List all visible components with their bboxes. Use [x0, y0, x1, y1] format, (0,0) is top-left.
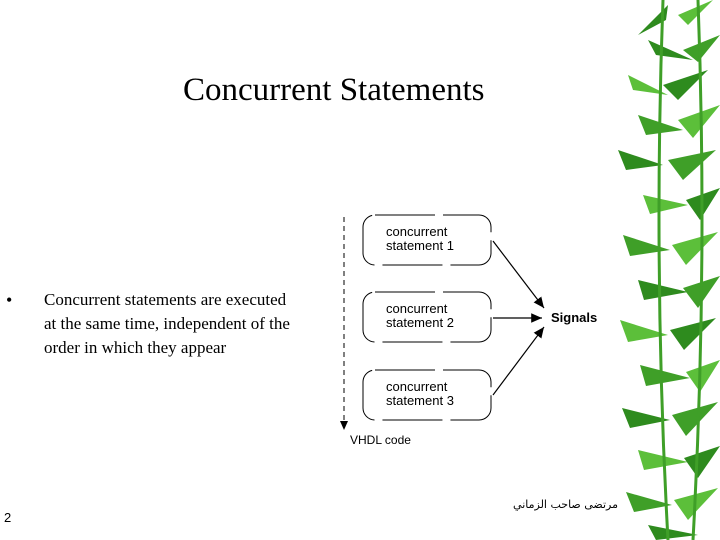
vhdl-code-label: VHDL code [350, 433, 411, 447]
author-footer: مرتضى صاحب الزماني [513, 498, 618, 511]
bullet-marker: • [6, 290, 13, 310]
statement-3-line1: concurrent [386, 379, 448, 394]
statement-3-line2: statement 3 [386, 393, 454, 408]
bamboo-decoration [608, 0, 720, 540]
statement-1-line1: concurrent [386, 224, 448, 239]
bullet-text: Concurrent statements are executed at the same time, independent of the order in which they appear [44, 290, 290, 357]
page-number: 2 [4, 510, 12, 525]
arrow-statement-3-to-signals [493, 327, 544, 395]
statement-2-line1: concurrent [386, 301, 448, 316]
statement-2-line2: statement 2 [386, 315, 454, 330]
arrow-statement-1-to-signals [493, 241, 544, 308]
statement-1-line2: statement 1 [386, 238, 454, 253]
signals-label: Signals [551, 310, 598, 325]
concurrency-diagram [330, 205, 630, 460]
bamboo-leaves [618, 0, 720, 540]
slide-title: Concurrent Statements [183, 72, 485, 108]
